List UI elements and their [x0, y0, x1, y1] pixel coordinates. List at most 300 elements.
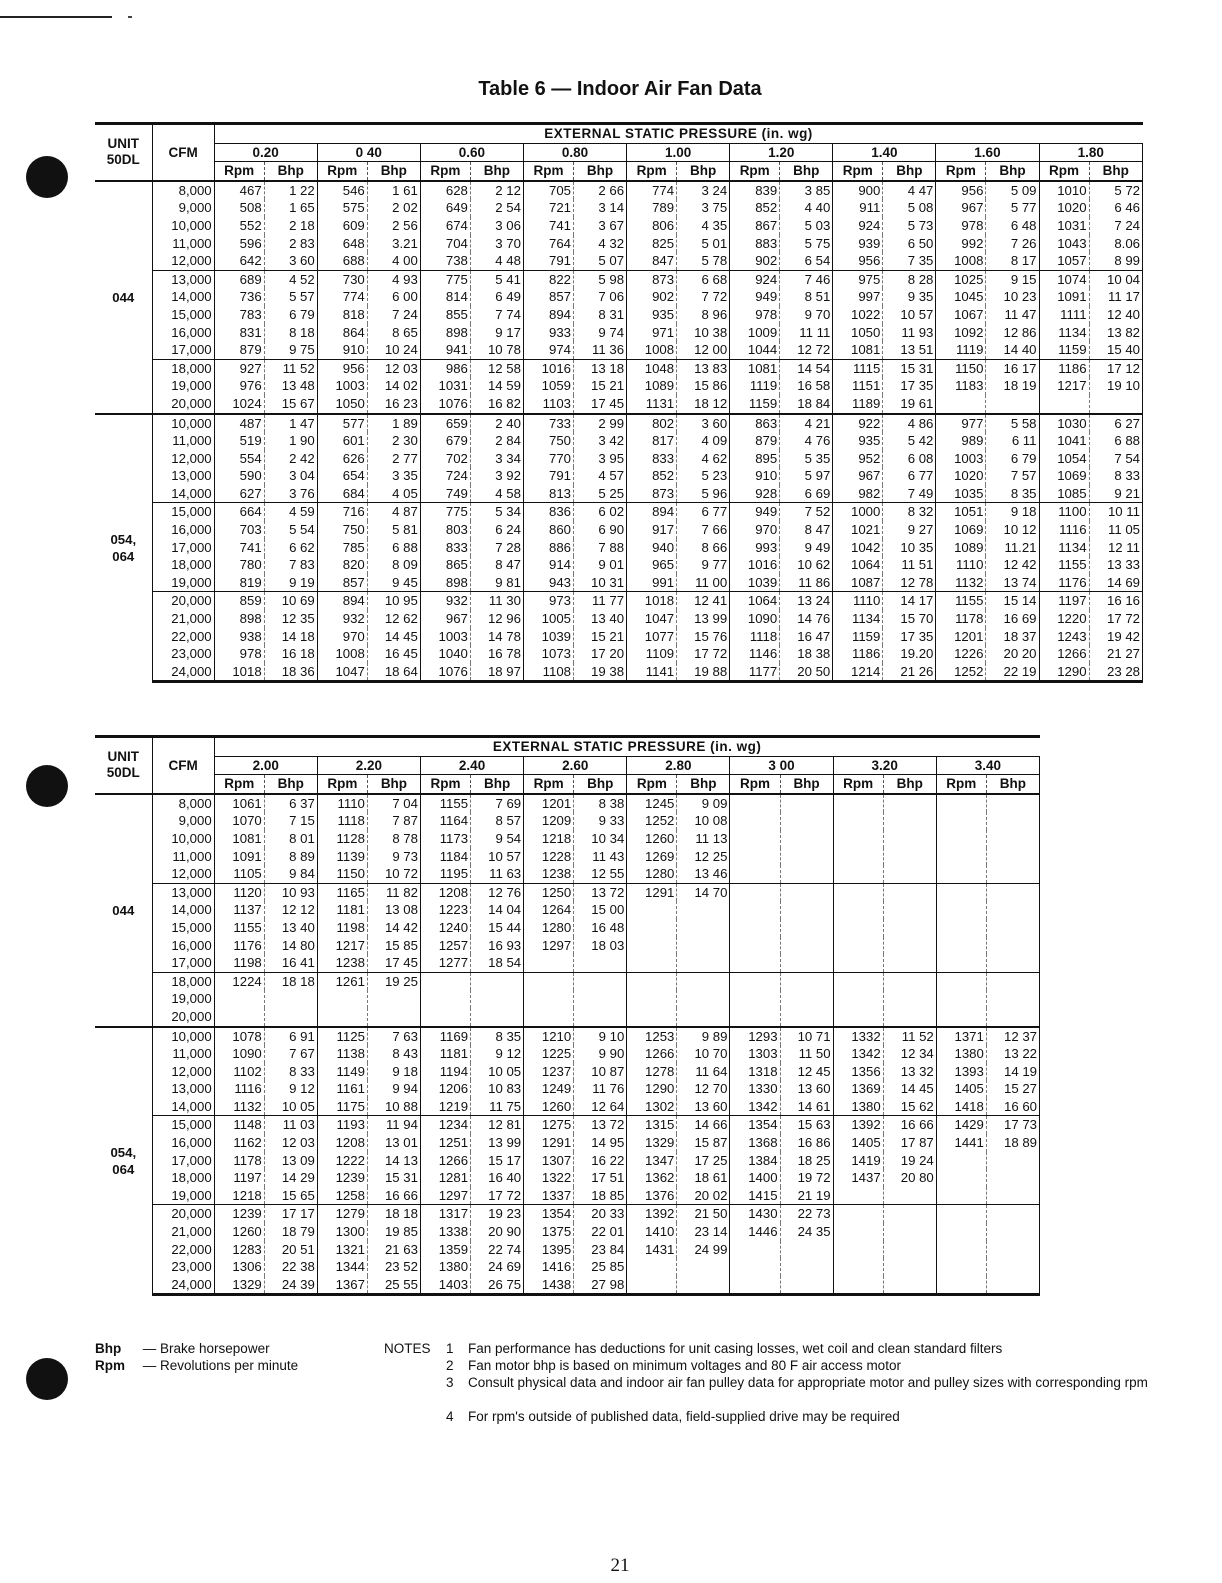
bhp-cell: 7 87 [367, 812, 420, 830]
bhp-cell: 7 06 [574, 288, 627, 306]
bhp-cell: 19 61 [883, 395, 936, 414]
bhp-cell: 17 72 [677, 645, 730, 663]
bhp-cell: 9 94 [367, 1080, 420, 1098]
rpm-cell: 940 [627, 539, 677, 557]
table-row [95, 1027, 1040, 1046]
rpm-cell: 1438 [524, 1276, 574, 1295]
bhp-cell: 17 45 [367, 954, 420, 972]
bhp-cell: 6 90 [574, 521, 627, 539]
rpm-header: Rpm [524, 775, 574, 794]
rpm-cell: 910 [730, 467, 780, 485]
rpm-cell: 741 [523, 217, 573, 235]
bhp-cell: 20 50 [780, 663, 833, 682]
bhp-cell: 15 86 [677, 377, 730, 395]
rpm-cell: 1077 [627, 628, 677, 646]
rpm-cell: 1137 [214, 901, 264, 919]
bhp-cell: 10 11 [1089, 503, 1142, 521]
rpm-cell: 886 [523, 539, 573, 557]
bhp-cell: 16 16 [1089, 592, 1142, 610]
rpm-cell: 674 [420, 217, 470, 235]
bhp-cell [883, 848, 936, 866]
rpm-cell [936, 395, 986, 414]
bhp-cell: 4 40 [780, 199, 833, 217]
bhp-cell: 14 66 [677, 1116, 730, 1134]
bhp-cell: 3 67 [574, 217, 627, 235]
bhp-cell: 12 12 [264, 901, 317, 919]
bhp-cell: 10 93 [264, 883, 317, 901]
bhp-cell: 19 25 [367, 972, 420, 990]
bhp-cell: 16 66 [367, 1187, 420, 1205]
bhp-cell: 10 31 [574, 574, 627, 592]
rpm-cell: 1332 [833, 1027, 883, 1046]
rpm-cell: 1118 [317, 812, 367, 830]
rpm-cell: 1047 [627, 610, 677, 628]
rpm-cell: 1181 [420, 1045, 470, 1063]
rpm-cell: 1189 [833, 395, 883, 414]
bhp-cell: 4 58 [470, 485, 523, 503]
table-row [95, 937, 1040, 955]
unit-header [95, 737, 152, 794]
bhp-cell: 21 50 [677, 1205, 730, 1223]
rpm-cell [420, 972, 470, 990]
bhp-cell: 14 76 [780, 610, 833, 628]
bhp-cell: 5 07 [574, 252, 627, 270]
rpm-cell [833, 972, 883, 990]
bhp-cell: 2 40 [470, 414, 523, 433]
cfm-cell: 14,000 [152, 288, 214, 306]
bhp-cell: 18 12 [677, 395, 730, 414]
bhp-cell: 13 40 [574, 610, 627, 628]
rpm-cell: 1045 [936, 288, 986, 306]
rpm-cell: 894 [627, 503, 677, 521]
bhp-cell: 11 75 [471, 1098, 524, 1116]
bhp-cell: 6 69 [780, 485, 833, 503]
bhp-cell: 10 05 [471, 1063, 524, 1081]
rpm-header: Rpm [936, 162, 986, 181]
bhp-cell: 20 51 [264, 1241, 317, 1259]
pressure-header: 0.20 [214, 143, 317, 162]
cfm-cell: 20,000 [152, 1008, 214, 1027]
rpm-cell: 733 [523, 414, 573, 433]
bhp-cell: 9 90 [574, 1045, 627, 1063]
rpm-cell: 1416 [524, 1258, 574, 1276]
table-row [95, 865, 1040, 883]
bhp-cell: 3 14 [574, 199, 627, 217]
rpm-cell [730, 1008, 780, 1027]
rpm-cell: 1119 [730, 377, 780, 395]
rpm-cell: 775 [420, 270, 470, 288]
rpm-header: Rpm [833, 162, 883, 181]
unit-header-line2: 50DL [106, 765, 140, 781]
rpm-cell [936, 990, 986, 1008]
rpm-cell: 1257 [420, 937, 470, 955]
bhp-cell: 6 88 [1089, 432, 1142, 450]
rpm-cell: 1039 [730, 574, 780, 592]
bhp-cell: 19 23 [471, 1205, 524, 1223]
bhp-cell: 25 55 [367, 1276, 420, 1295]
bhp-cell [780, 990, 833, 1008]
bhp-cell: 15 63 [780, 1116, 833, 1134]
rpm-cell: 1344 [317, 1258, 367, 1276]
bhp-cell: 1 61 [367, 181, 420, 200]
cfm-cell: 16,000 [152, 937, 214, 955]
bhp-cell: 3 75 [677, 199, 730, 217]
rpm-cell: 1329 [214, 1276, 264, 1295]
cfm-cell: 18,000 [152, 972, 214, 990]
rpm-cell: 1146 [730, 645, 780, 663]
bhp-cell: 11 50 [780, 1045, 833, 1063]
bhp-cell: 2 18 [264, 217, 317, 235]
bhp-cell: 5 75 [780, 235, 833, 253]
rpm-cell: 1128 [317, 830, 367, 848]
rpm-cell: 1025 [936, 270, 986, 288]
bhp-cell: 12 96 [470, 610, 523, 628]
rpm-cell: 1403 [420, 1276, 470, 1295]
bhp-cell: 11 51 [883, 556, 936, 574]
legend-bhp: Bhp — Brake horsepower [95, 1341, 270, 1356]
rpm-cell: 724 [420, 467, 470, 485]
bhp-cell: 13 40 [264, 919, 317, 937]
bhp-cell [264, 990, 317, 1008]
rpm-header: Rpm [730, 775, 780, 794]
rpm-cell: 924 [730, 270, 780, 288]
bhp-cell [986, 1223, 1039, 1241]
table-row [95, 901, 1040, 919]
bhp-cell: 6 46 [1089, 199, 1142, 217]
rpm-cell [627, 990, 677, 1008]
bhp-cell: 7 63 [367, 1027, 420, 1046]
unit-label [95, 1027, 152, 1295]
bhp-cell: 12 35 [264, 610, 317, 628]
rpm-cell: 1297 [524, 937, 574, 955]
rpm-cell: 879 [730, 432, 780, 450]
rpm-cell: 1054 [1039, 450, 1089, 468]
bhp-cell [883, 1258, 936, 1276]
rpm-cell: 1315 [627, 1116, 677, 1134]
bhp-cell: 6 49 [470, 288, 523, 306]
bhp-cell: 23 14 [677, 1223, 730, 1241]
bhp-cell [574, 1008, 627, 1027]
bhp-cell: 6 79 [986, 450, 1039, 468]
table-row [95, 663, 1143, 682]
bhp-cell: 5 96 [677, 485, 730, 503]
rpm-cell [936, 812, 986, 830]
rpm-cell: 1155 [214, 919, 264, 937]
cfm-cell: 19,000 [152, 1187, 214, 1205]
pressure-header: 2.20 [317, 756, 420, 775]
rpm-cell: 1266 [420, 1152, 470, 1170]
rpm-cell: 803 [420, 521, 470, 539]
bhp-cell: 10 35 [883, 539, 936, 557]
top-rule [0, 16, 112, 18]
rpm-cell: 1329 [627, 1134, 677, 1152]
bhp-cell: 21 63 [367, 1241, 420, 1259]
rpm-cell: 1441 [936, 1134, 986, 1152]
rpm-cell [936, 1258, 986, 1276]
bhp-cell [780, 937, 833, 955]
rpm-header: Rpm [317, 162, 367, 181]
rpm-cell: 1057 [1039, 252, 1089, 270]
bhp-cell: 13 72 [574, 1116, 627, 1134]
rpm-cell: 1176 [1039, 574, 1089, 592]
bhp-header: Bhp [986, 162, 1039, 181]
bhp-cell: 2 12 [470, 181, 523, 200]
bhp-cell: 1 47 [264, 414, 317, 433]
rpm-cell: 659 [420, 414, 470, 433]
bhp-cell: 7 57 [986, 467, 1039, 485]
rpm-cell: 894 [523, 306, 573, 324]
table-row [95, 592, 1143, 610]
bhp-cell: 18 85 [574, 1187, 627, 1205]
bhp-cell: 14 70 [677, 883, 730, 901]
table-row [95, 556, 1143, 574]
binder-hole [26, 765, 68, 807]
rpm-cell: 1181 [317, 901, 367, 919]
bhp-cell: 13 82 [1089, 324, 1142, 342]
bhp-header: Bhp [574, 775, 627, 794]
cfm-cell: 15,000 [152, 1116, 214, 1134]
bhp-cell: 5 08 [883, 199, 936, 217]
rpm-cell: 1178 [214, 1152, 264, 1170]
bhp-cell [574, 954, 627, 972]
bhp-cell: 8 57 [471, 812, 524, 830]
rpm-cell: 974 [523, 341, 573, 359]
bhp-cell: 7 35 [883, 252, 936, 270]
bhp-cell: 9 27 [883, 521, 936, 539]
rpm-cell: 817 [627, 432, 677, 450]
rpm-cell: 519 [214, 432, 264, 450]
rpm-cell: 1354 [730, 1116, 780, 1134]
rpm-cell: 1293 [730, 1027, 780, 1046]
bhp-cell: 13 08 [367, 901, 420, 919]
rpm-cell [833, 848, 883, 866]
rpm-cell: 648 [317, 235, 367, 253]
cfm-cell: 19,000 [152, 377, 214, 395]
bhp-cell: 18 37 [986, 628, 1039, 646]
bhp-cell: 8 09 [367, 556, 420, 574]
cfm-cell: 19,000 [152, 990, 214, 1008]
table-row [95, 395, 1143, 414]
bhp-cell: 2 66 [574, 181, 627, 200]
bhp-cell: 12 45 [780, 1063, 833, 1081]
bhp-cell: 14 17 [883, 592, 936, 610]
bhp-cell: 13 99 [471, 1134, 524, 1152]
bhp-cell: 18 18 [264, 972, 317, 990]
rpm-cell: 1419 [833, 1152, 883, 1170]
bhp-cell [986, 1258, 1039, 1276]
bhp-cell [986, 990, 1039, 1008]
rpm-cell [730, 830, 780, 848]
bhp-cell: 16 93 [471, 937, 524, 955]
bhp-cell: 8 31 [574, 306, 627, 324]
bhp-cell: 2 84 [470, 432, 523, 450]
rpm-cell: 819 [214, 574, 264, 592]
bhp-header: Bhp [780, 162, 833, 181]
rpm-cell: 1176 [214, 937, 264, 955]
bhp-cell: 16 78 [470, 645, 523, 663]
table-row [95, 1008, 1040, 1027]
bhp-cell: 13 01 [367, 1134, 420, 1152]
rpm-cell: 1368 [730, 1134, 780, 1152]
bhp-cell: 8 32 [883, 503, 936, 521]
bhp-cell: 6 11 [986, 432, 1039, 450]
bhp-cell: 13 18 [574, 359, 627, 377]
rpm-cell [936, 1241, 986, 1259]
notes-header: NOTES [384, 1341, 431, 1356]
bhp-cell [986, 1241, 1039, 1259]
bhp-cell: 10 87 [574, 1063, 627, 1081]
bhp-cell: 11 03 [264, 1116, 317, 1134]
rpm-cell [317, 1008, 367, 1027]
top-tick [128, 16, 132, 18]
rpm-cell [833, 919, 883, 937]
bhp-cell: 18 03 [574, 937, 627, 955]
bhp-cell: 11 52 [883, 1027, 936, 1046]
bhp-cell [883, 830, 936, 848]
bhp-cell: 19 10 [1089, 377, 1142, 395]
cfm-cell: 14,000 [152, 1098, 214, 1116]
rpm-cell: 1020 [936, 467, 986, 485]
fan-table-high-pressure [95, 735, 1040, 1296]
bhp-cell: 9 84 [264, 865, 317, 883]
rpm-cell: 971 [627, 324, 677, 342]
bhp-cell: 23 52 [367, 1258, 420, 1276]
rpm-cell: 1337 [524, 1187, 574, 1205]
bhp-cell: 19 42 [1089, 628, 1142, 646]
cfm-cell: 15,000 [152, 306, 214, 324]
table-row [95, 1169, 1040, 1187]
bhp-cell: 10 08 [677, 812, 730, 830]
bhp-cell: 4 87 [367, 503, 420, 521]
rpm-cell: 1239 [214, 1205, 264, 1223]
rpm-cell: 1076 [420, 395, 470, 414]
rpm-cell: 1159 [1039, 341, 1089, 359]
rpm-cell: 1132 [214, 1098, 264, 1116]
rpm-cell: 1061 [214, 794, 264, 813]
rpm-cell: 1109 [627, 645, 677, 663]
rpm-cell [524, 954, 574, 972]
rpm-cell: 1240 [420, 919, 470, 937]
rpm-cell: 1252 [627, 812, 677, 830]
cfm-cell: 14,000 [152, 901, 214, 919]
rpm-cell: 467 [214, 181, 264, 200]
cfm-cell: 18,000 [152, 359, 214, 377]
bhp-cell: 11 64 [677, 1063, 730, 1081]
bhp-cell: 5 25 [574, 485, 627, 503]
bhp-cell: 15 31 [367, 1169, 420, 1187]
rpm-cell [936, 848, 986, 866]
rpm-cell: 1243 [1039, 628, 1089, 646]
bhp-cell: 8 35 [471, 1027, 524, 1046]
rpm-cell [1039, 395, 1089, 414]
rpm-cell: 1148 [214, 1116, 264, 1134]
bhp-cell: 14 13 [367, 1152, 420, 1170]
rpm-cell: 1131 [627, 395, 677, 414]
rpm-cell: 902 [627, 288, 677, 306]
cfm-header: CFM [152, 124, 214, 181]
bhp-cell: 9 19 [264, 574, 317, 592]
bhp-cell: 16 60 [986, 1098, 1039, 1116]
rpm-cell: 992 [936, 235, 986, 253]
rpm-header: Rpm [214, 162, 264, 181]
bhp-cell: 5 01 [677, 235, 730, 253]
bhp-cell: 8 01 [264, 830, 317, 848]
rpm-cell: 1410 [627, 1223, 677, 1241]
table-row [95, 1134, 1040, 1152]
bhp-cell: 23 28 [1089, 663, 1142, 682]
bhp-cell [986, 1276, 1039, 1295]
bhp-cell: 5 03 [780, 217, 833, 235]
rpm-header: Rpm [1039, 162, 1089, 181]
rpm-cell: 997 [833, 288, 883, 306]
rpm-cell: 928 [730, 485, 780, 503]
rpm-cell: 1384 [730, 1152, 780, 1170]
rpm-cell: 1238 [524, 865, 574, 883]
bhp-cell [986, 848, 1039, 866]
bhp-cell: 18 18 [367, 1205, 420, 1223]
bhp-cell: 7 49 [883, 485, 936, 503]
rpm-cell: 1297 [420, 1187, 470, 1205]
rpm-cell: 1415 [730, 1187, 780, 1205]
bhp-cell: 16 22 [574, 1152, 627, 1170]
rpm-cell: 1437 [833, 1169, 883, 1187]
bhp-cell: 13 60 [780, 1080, 833, 1098]
rpm-cell: 1214 [833, 663, 883, 682]
bhp-cell: 12 34 [883, 1045, 936, 1063]
bhp-cell: 3 35 [367, 467, 420, 485]
rpm-cell: 1073 [523, 645, 573, 663]
bhp-cell: 17 35 [883, 377, 936, 395]
bhp-cell: 11 11 [780, 324, 833, 342]
rpm-cell: 1110 [317, 794, 367, 813]
pressure-header: 1.60 [936, 143, 1039, 162]
rpm-cell: 1165 [317, 883, 367, 901]
rpm-cell: 970 [317, 628, 367, 646]
bhp-cell: 4 93 [367, 270, 420, 288]
bhp-cell: 8 38 [574, 794, 627, 813]
bhp-cell: 10 57 [471, 848, 524, 866]
bhp-cell: 17 51 [574, 1169, 627, 1187]
bhp-cell [986, 812, 1039, 830]
cfm-cell: 24,000 [152, 663, 214, 682]
rpm-cell: 1342 [833, 1045, 883, 1063]
cfm-cell: 12,000 [152, 1063, 214, 1081]
bhp-cell: 10 83 [471, 1080, 524, 1098]
rpm-cell: 546 [317, 181, 367, 200]
rpm-cell: 1064 [730, 592, 780, 610]
bhp-cell [677, 919, 730, 937]
rpm-cell: 863 [730, 414, 780, 433]
bhp-cell: 13 46 [677, 865, 730, 883]
bhp-cell: 24 69 [471, 1258, 524, 1276]
rpm-cell [833, 1008, 883, 1027]
table-row [95, 288, 1143, 306]
pressure-header: 1.00 [627, 143, 730, 162]
bhp-cell: 11 17 [1089, 288, 1142, 306]
bhp-cell: 14 04 [471, 901, 524, 919]
rpm-cell [936, 865, 986, 883]
rpm-cell: 1193 [317, 1116, 367, 1134]
bhp-cell: 2 77 [367, 450, 420, 468]
cfm-cell: 15,000 [152, 919, 214, 937]
bhp-cell: 13 22 [986, 1045, 1039, 1063]
rpm-cell: 1108 [523, 663, 573, 682]
rpm-cell: 924 [833, 217, 883, 235]
bhp-cell: 11 30 [470, 592, 523, 610]
bhp-cell: 10 57 [883, 306, 936, 324]
bhp-cell: 5 09 [986, 181, 1039, 200]
rpm-cell: 956 [317, 359, 367, 377]
